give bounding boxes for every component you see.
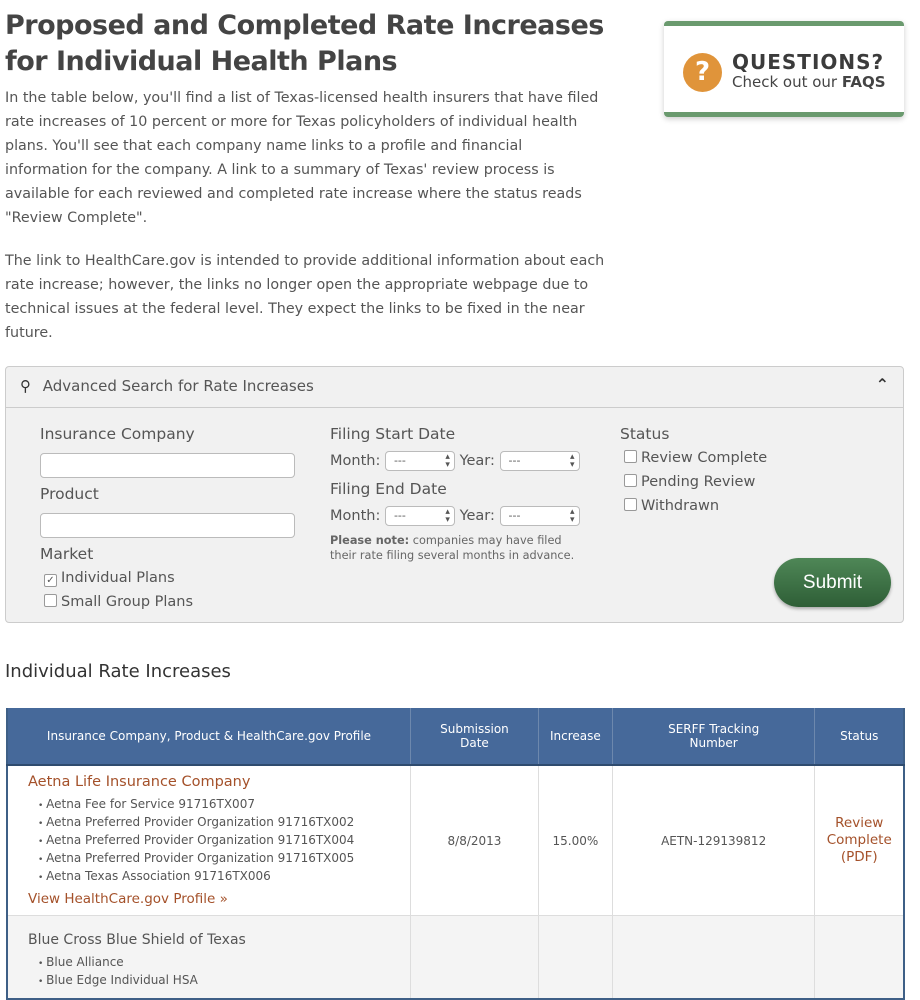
table-heading: Individual Rate Increases — [5, 661, 231, 682]
advanced-search-header[interactable] — [6, 367, 903, 408]
checkbox-icon — [44, 594, 57, 607]
product-label: Product — [40, 485, 99, 503]
company-cell — [7, 916, 411, 1000]
product-item: • Blue Edge Individual HSA — [38, 972, 390, 990]
product-item: • Blue Alliance — [38, 954, 390, 972]
end-date-row: Month: --- ▴ ▾ Year: --- ▴ ▾ — [330, 506, 580, 526]
status-pending-review-checkbox[interactable]: Pending Review — [624, 474, 755, 490]
checkbox-icon — [624, 474, 637, 487]
faq-subtitle: Check out our FAQS — [732, 73, 886, 91]
product-list — [38, 796, 390, 886]
healthcare-profile-link[interactable]: View HealthCare.gov Profile » — [28, 891, 228, 907]
company-cell — [7, 765, 411, 916]
status-withdrawn-checkbox[interactable]: Withdrawn — [624, 498, 719, 514]
header-increase[interactable]: Increase — [538, 708, 612, 765]
header-status[interactable]: Status — [815, 708, 904, 765]
search-icon: ⚲ — [20, 377, 31, 395]
product-item: • Aetna Preferred Provider Organization 91716TX005 — [38, 850, 390, 868]
table-row — [7, 765, 904, 916]
company-link[interactable]: Aetna Life Insurance Company — [28, 774, 251, 790]
start-month-select[interactable]: --- ▴ ▾ — [385, 451, 455, 471]
page-title: Proposed and Completed Rate Increases for Individual Health Plans — [5, 10, 604, 77]
start-date-row: Month: --- ▴ ▾ Year: --- ▴ ▾ — [330, 451, 580, 471]
header-company[interactable]: Insurance Company, Product & HealthCare.gov Profile — [7, 708, 411, 765]
product-item: • Aetna Preferred Provider Organization 91716TX004 — [38, 832, 390, 850]
serff-number: AETN-129139812 — [612, 765, 815, 916]
table-row — [7, 916, 904, 1000]
product-item: • Aetna Preferred Provider Organization 91716TX002 — [38, 814, 390, 832]
filing-note: Please note: companies may have filed their rate filing several months in advance. — [330, 534, 575, 562]
intro-paragraph-healthcare: The link to HealthCare.gov is intended to provide additional information about each rate increase; however, the links no longer open the appropriate webpage due to technical issues at the federal level. They expect the links to be fixed in the near future. — [5, 253, 605, 341]
rate-increases-table — [6, 708, 905, 1000]
market-individual-checkbox[interactable]: ✓ Individual Plans — [44, 570, 175, 587]
submission-date: 8/8/2013 — [411, 765, 539, 916]
company-input[interactable] — [40, 453, 295, 478]
submit-button[interactable]: Submit — [774, 558, 891, 607]
faq-banner[interactable] — [664, 21, 904, 117]
company-link[interactable]: Blue Cross Blue Shield of Texas — [28, 932, 246, 948]
header-submission-date[interactable]: Submission Date — [411, 708, 539, 765]
market-label: Market — [40, 545, 94, 563]
advanced-search-title: Advanced Search for Rate Increases — [42, 377, 314, 395]
product-input[interactable] — [40, 513, 295, 538]
filing-start-label: Filing Start Date — [330, 425, 456, 443]
review-complete-pdf-link[interactable]: Review Complete (PDF) — [826, 815, 892, 865]
intro-paragraph: In the table below, you'll find a list of Texas-licensed health insurers that have filed rate increases of 10 percent or more for Texas policyholders of individual health plans. You'll see that each company name links to a profile and financial information for the company. A link to a summary of Texas' review process is available for each reviewed and completed rate increase where the status reads "Review Complete". — [5, 90, 599, 226]
status-review-complete-checkbox[interactable]: Review Complete — [624, 450, 767, 466]
end-month-select[interactable]: --- ▴ ▾ — [385, 506, 455, 526]
increase: 15.00% — [538, 765, 612, 916]
product-list — [38, 954, 390, 990]
filing-end-label: Filing End Date — [330, 480, 447, 498]
status-label: Status — [620, 425, 670, 443]
chevron-up-icon[interactable]: ⌃ — [875, 375, 889, 394]
checkbox-icon — [624, 450, 637, 463]
market-small-group-checkbox[interactable]: Small Group Plans — [44, 594, 193, 610]
status-cell — [815, 765, 904, 916]
company-label: Insurance Company — [40, 425, 195, 443]
checkbox-icon — [624, 498, 637, 511]
end-year-select[interactable]: --- ▴ ▾ — [500, 506, 580, 526]
faq-title: QUESTIONS? — [732, 50, 885, 74]
product-item: • Aetna Fee for Service 91716TX007 — [38, 796, 390, 814]
question-icon: ? — [683, 53, 722, 92]
product-item: • Aetna Texas Association 91716TX006 — [38, 868, 390, 886]
start-year-select[interactable]: --- ▴ ▾ — [500, 451, 580, 471]
checkbox-checked-icon: ✓ — [44, 574, 57, 587]
header-serff[interactable]: SERFF Tracking Number — [612, 708, 815, 765]
